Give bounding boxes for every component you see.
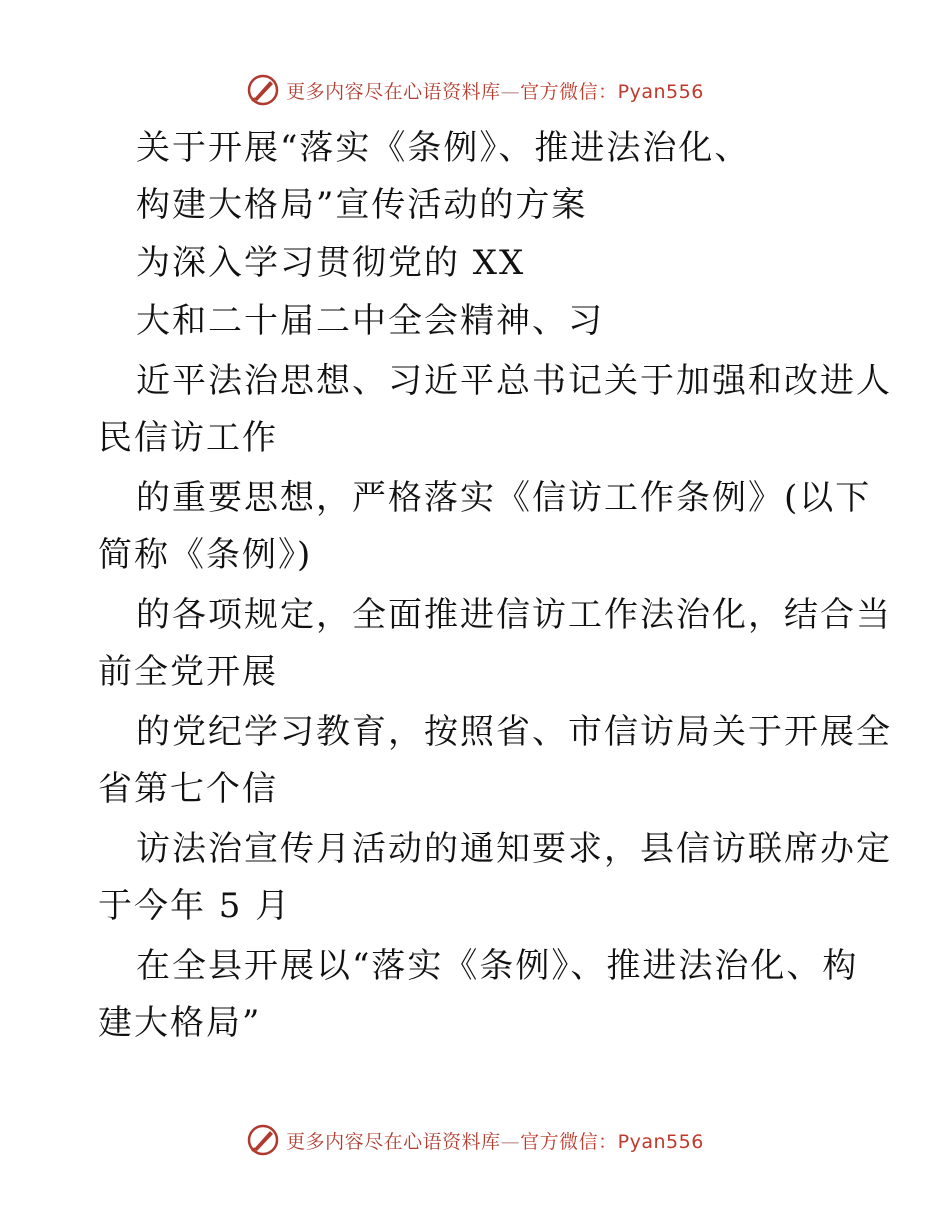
doc-line: 省第七个信 — [98, 769, 278, 809]
banner-wechat-text: 官方微信：Pyan556 — [520, 1130, 704, 1153]
doc-line: 建大格局” — [98, 1003, 262, 1043]
banner-main-text: 更多内容尽在心语资料库 — [286, 80, 501, 103]
doc-line: 的各项规定，全面推进信访工作法治化，结合当 — [136, 595, 892, 635]
doc-line: 的重要思想，严格落实《信访工作条例》(以下 — [136, 478, 872, 518]
banner-wechat-text: 官方微信：Pyan556 — [520, 80, 704, 103]
doc-line: 简称《条例》) — [98, 535, 313, 575]
header-watermark-banner — [0, 70, 950, 110]
doc-line: 于今年 5 月 — [98, 886, 292, 926]
doc-line: 的党纪学习教育，按照省、市信访局关于开展全 — [136, 712, 892, 752]
doc-line: 为深入学习贯彻党的 XX — [136, 243, 526, 283]
doc-line: 在全县开展以“落实《条例》、推进法治化、构 — [136, 946, 859, 986]
banner-separator: — — [500, 1130, 521, 1153]
banner-separator: — — [500, 80, 521, 103]
quill-logo-icon — [246, 1123, 280, 1157]
doc-line: 构建大格局”宣传活动的方案 — [136, 185, 588, 225]
doc-line: 民信访工作 — [98, 418, 278, 458]
footer-watermark-banner — [0, 1120, 950, 1160]
doc-line: 访法治宣传月活动的通知要求，县信访联席办定 — [136, 829, 892, 869]
doc-line: 关于开展“落实《条例》、推进法治化、 — [136, 128, 751, 168]
banner-main-text: 更多内容尽在心语资料库 — [286, 1130, 501, 1153]
doc-line: 前全党开展 — [98, 652, 278, 692]
quill-logo-icon — [246, 73, 280, 107]
doc-line: 大和二十届二中全会精神、习 — [136, 301, 604, 341]
doc-line: 近平法治思想、习近平总书记关于加强和改进人 — [136, 361, 892, 401]
